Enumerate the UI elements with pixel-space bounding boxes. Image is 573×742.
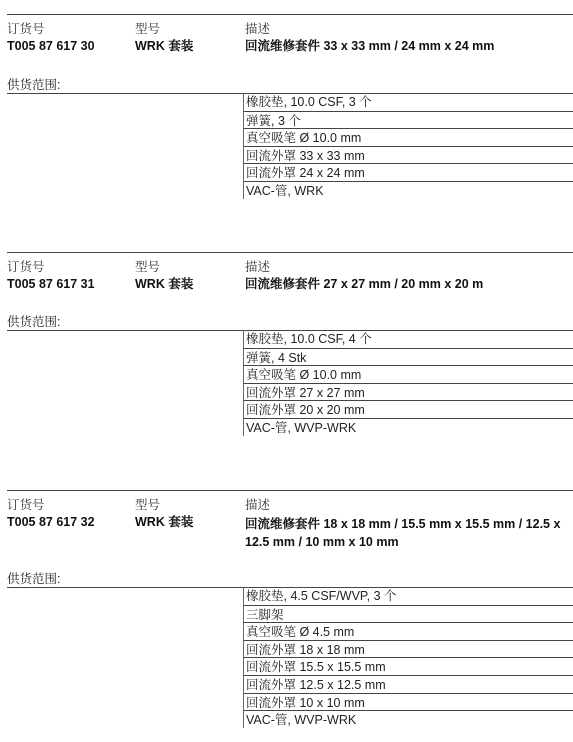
description-label: 描述 xyxy=(245,260,271,274)
scope-item: 真空吸笔 Ø 10.0 mm xyxy=(243,128,573,146)
order-no-value: T005 87 617 30 xyxy=(7,39,95,53)
scope-item: 回流外罩 18 x 18 mm xyxy=(243,640,573,658)
scope-label: 供货范围: xyxy=(7,572,61,586)
scope-item: 回流外罩 12.5 x 12.5 mm xyxy=(243,675,573,693)
scope-item: 真空吸笔 Ø 4.5 mm xyxy=(243,622,573,640)
type-value: WRK 套装 xyxy=(135,277,194,291)
scope-item: 橡胶垫, 10.0 CSF, 3 个 xyxy=(243,93,573,111)
scope-label: 供货范围: xyxy=(7,78,61,92)
description-value: 回流维修套件 33 x 33 mm / 24 mm x 24 mm xyxy=(245,39,495,53)
description-value: 回流维修套件 18 x 18 mm / 15.5 mm x 15.5 mm / 12.5 x 12.5 mm / 10 mm x 10 mm xyxy=(245,517,561,549)
scope-item: 回流外罩 10 x 10 mm xyxy=(243,693,573,711)
scope-item: 回流外罩 15.5 x 15.5 mm xyxy=(243,657,573,675)
type-value: WRK 套装 xyxy=(135,39,194,53)
order-no-value: T005 87 617 31 xyxy=(7,277,95,291)
scope-item: 回流外罩 27 x 27 mm xyxy=(243,383,573,401)
scope-item: 弹簧, 3 个 xyxy=(243,111,573,129)
description-label: 描述 xyxy=(245,498,271,512)
scope-item: 回流外罩 33 x 33 mm xyxy=(243,146,573,164)
type-label: 型号 xyxy=(135,260,161,274)
scope-items xyxy=(243,330,573,436)
scope-item: 三脚架 xyxy=(243,605,573,623)
scope-items xyxy=(243,587,573,728)
scope-item: VAC-管, WRK xyxy=(243,181,573,199)
scope-item: 橡胶垫, 10.0 CSF, 4 个 xyxy=(243,330,573,348)
scope-label: 供货范围: xyxy=(7,315,61,329)
description-value: 回流维修套件 27 x 27 mm / 20 mm x 20 m xyxy=(245,277,484,291)
scope-item: VAC-管, WVP-WRK xyxy=(243,710,573,728)
divider xyxy=(7,252,573,253)
order-no-label: 订货号 xyxy=(7,498,45,512)
order-no-label: 订货号 xyxy=(7,22,45,36)
type-value: WRK 套装 xyxy=(135,515,194,529)
divider xyxy=(7,14,573,15)
scope-items xyxy=(243,93,573,199)
order-no-value: T005 87 617 32 xyxy=(7,515,95,529)
scope-item: VAC-管, WVP-WRK xyxy=(243,418,573,436)
scope-item: 弹簧, 4 Stk xyxy=(243,348,573,366)
divider xyxy=(7,490,573,491)
scope-item: 回流外罩 20 x 20 mm xyxy=(243,400,573,418)
description-label: 描述 xyxy=(245,22,271,36)
scope-item: 真空吸笔 Ø 10.0 mm xyxy=(243,365,573,383)
scope-item: 回流外罩 24 x 24 mm xyxy=(243,163,573,181)
type-label: 型号 xyxy=(135,498,161,512)
type-label: 型号 xyxy=(135,22,161,36)
order-no-label: 订货号 xyxy=(7,260,45,274)
scope-item: 橡胶垫, 4.5 CSF/WVP, 3 个 xyxy=(243,587,573,605)
